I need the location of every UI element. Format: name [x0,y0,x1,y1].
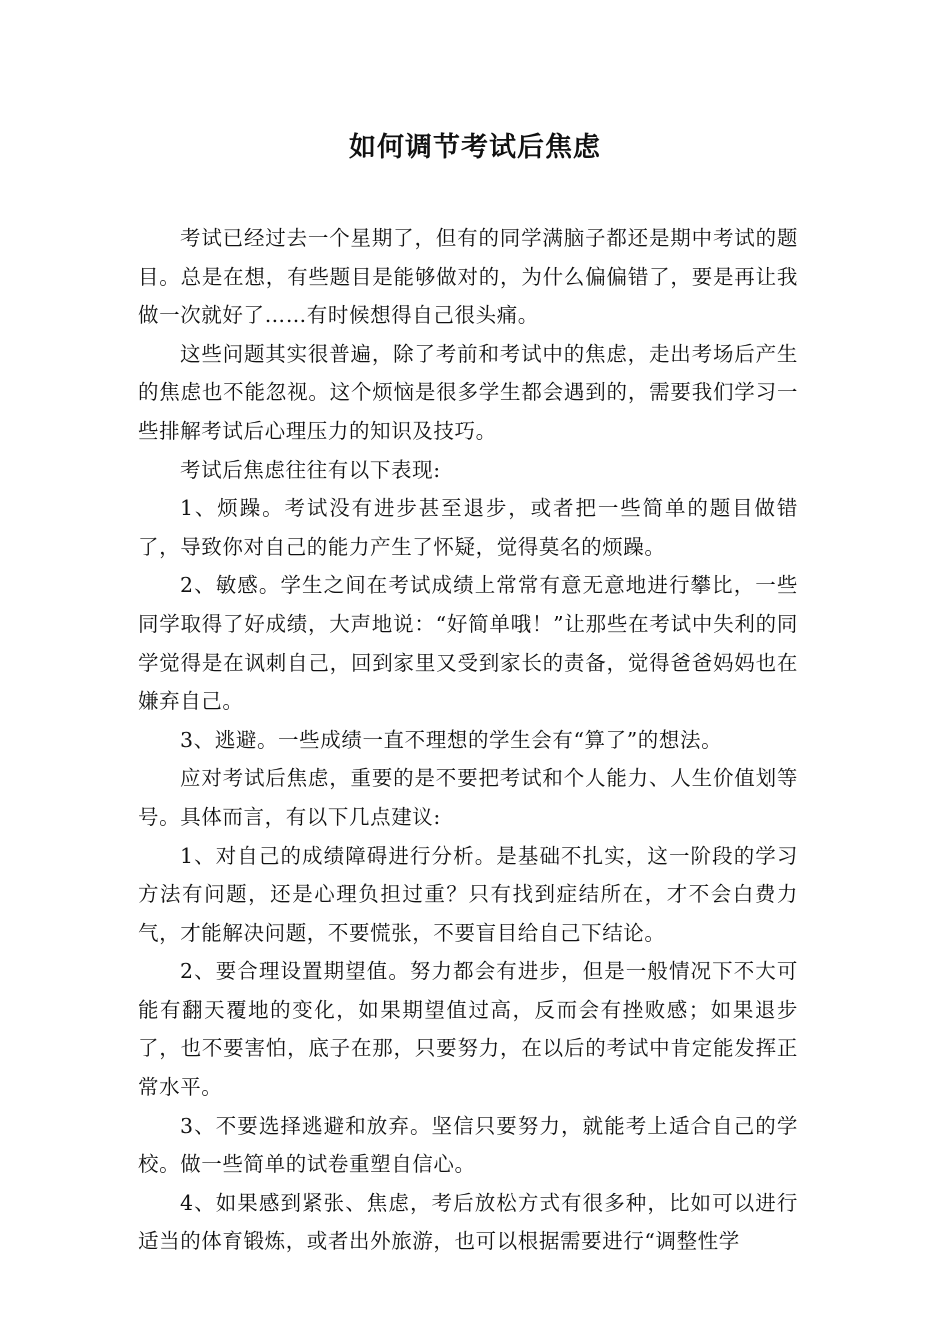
paragraph-symptoms-heading: 考试后焦虑往往有以下表现: [180,457,441,482]
paragraph-intro: 考试已经过去一个星期了，但有的同学满脑子都还是期中考试的题目。总是在想，有些题目是能够做对的，为什么偏偏错了，要是再让我做一次就好了……有时候想得自己很头痛。 [138,226,798,328]
paragraph-advice-heading: 应对考试后焦虑，重要的是不要把考试和个人能力、人生价值划等号。具体而言，有以下几点建议: [138,766,798,829]
paragraph-advice-3: 3、不要选择逃避和放弃。坚信只要努力，就能考上适合自己的学校。做一些简单的试卷重塑自信心。 [138,1113,798,1177]
paragraph-problem: 这些问题其实很普遍，除了考前和考试中的焦虑，走出考场后产生的焦虑也不能忽视。这个烦恼是很多学生都会遇到的，需要我们学习一些排解考试后心理压力的知识及技巧。 [138,341,798,443]
paragraph-symptom-2: 2、敏感。学生之间在考试成绩上常常有意无意地进行攀比，一些同学取得了好成绩，大声地说：“好简单哦！”让那些在考试中失利的同学觉得是在讽刺自己，回到家里又受到家长的责备，觉得爸爸妈妈也在嫌弃自己。 [138,573,798,714]
paragraph-symptom-3: 3、逃避。一些成绩一直不理想的学生会有“算了”的想法。 [180,727,723,752]
paragraph-advice-2: 2、要合理设置期望值。努力都会有进步，但是一般情况下不大可能有翻天覆地的变化，如果期望值过高，反而会有挫败感；如果退步了，也不要害怕，底子在那，只要努力，在以后的考试中肯定能发挥正常水平。 [138,959,798,1100]
paragraph-symptom-1: 1、烦躁。考试没有进步甚至退步，或者把一些简单的题目做错了，导致你对自己的能力产生了怀疑，觉得莫名的烦躁。 [138,496,798,559]
paragraph-advice-1: 1、对自己的成绩障碍进行分析。是基础不扎实，这一阶段的学习方法有问题，还是心理负担过重？只有找到症结所在，才不会白费力气，才能解决问题，不要慌张，不要盲目给自己下结论。 [138,843,798,945]
document-body [138,219,798,1261]
paragraph-advice-4: 4、如果感到紧张、焦虑，考后放松方式有很多种，比如可以进行适当的体育锻炼，或者出外旅游，也可以根据需要进行“调整性学 [138,1190,798,1254]
document-title: 如何调节考试后焦虑 [349,132,601,163]
